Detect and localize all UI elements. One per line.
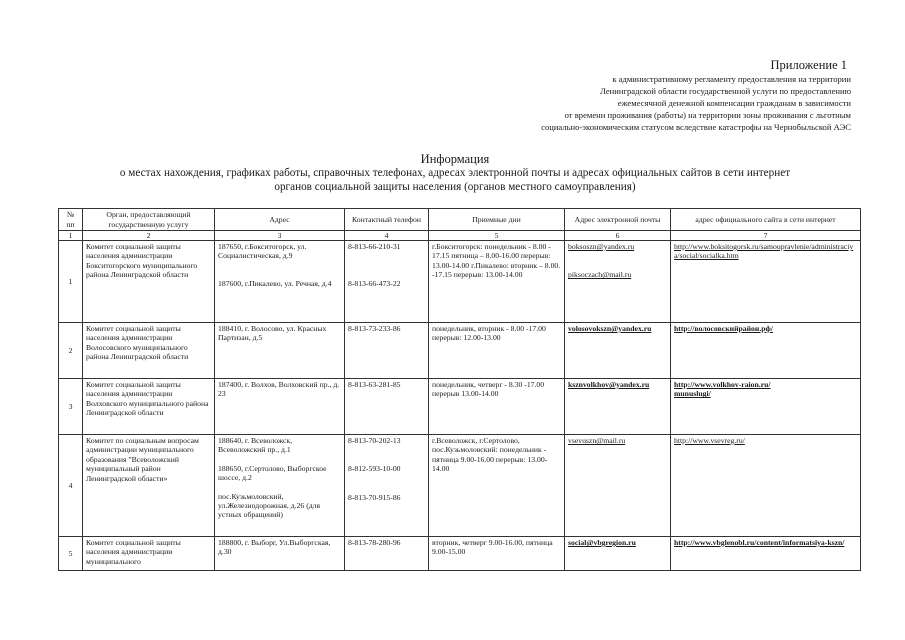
info-title: Информация bbox=[420, 152, 490, 166]
col-number: 5 bbox=[429, 231, 565, 241]
organs-table bbox=[58, 208, 861, 571]
header-address: Адрес bbox=[215, 209, 345, 231]
phone-cell bbox=[345, 435, 429, 537]
organ-name: Комитет социальной защиты населения администрации муниципального bbox=[83, 537, 215, 571]
header-email: Адрес электронной почты bbox=[565, 209, 671, 231]
appendix-line: социально-экономическим статусом вследствие катастрофы на Чернобыльской АЭС bbox=[541, 122, 851, 132]
email-link[interactable]: social@vbgregion.ru bbox=[568, 538, 636, 547]
organ-name: Комитет социальной защиты населения администрации Волховского муниципального района Ленинградской области bbox=[83, 379, 215, 435]
email-cell bbox=[565, 379, 671, 435]
reception-days: понедельник, четверг - 8.30 -17.00 перерыв 13.00-14.00 bbox=[429, 379, 565, 435]
phone: 8-812-593-10-00 bbox=[348, 464, 401, 474]
organ-name: Комитет социальной защиты населения администрации Бокситогорского муниципального района Ленинградской области bbox=[83, 241, 215, 323]
email-cell bbox=[565, 537, 671, 571]
table-row bbox=[59, 323, 861, 379]
site-link[interactable]: http://www.volkhov-raion.ru/munuslugi/ bbox=[674, 380, 771, 399]
header-num: № пп bbox=[59, 209, 83, 231]
appendix-line: к административному регламенту предоставления на территории bbox=[612, 74, 851, 84]
info-heading bbox=[40, 152, 870, 194]
phone-cell bbox=[345, 241, 429, 323]
address: 187600, г.Пикалево, ул. Речная, д.4 bbox=[218, 278, 332, 288]
email-link[interactable]: volosovokszn@yandex.ru bbox=[568, 324, 652, 333]
site-cell bbox=[671, 435, 861, 537]
site-cell bbox=[671, 241, 861, 323]
phone: 8-813-66-210-31 bbox=[348, 242, 401, 251]
address-cell bbox=[215, 435, 345, 537]
row-number: 2 bbox=[59, 323, 83, 379]
table-row bbox=[59, 435, 861, 537]
phone: 8-813-70-915-86 bbox=[348, 492, 401, 502]
table-row bbox=[59, 241, 861, 323]
address: 188800, г. Выборг, Ул.Выборгская, д.30 bbox=[215, 537, 345, 571]
site-link[interactable]: http://www.vsevreg.ru/ bbox=[674, 436, 745, 445]
email-link[interactable]: boksoszn@yandex.ru bbox=[568, 242, 635, 251]
appendix-title: Приложение 1 bbox=[770, 58, 847, 72]
table-row bbox=[59, 379, 861, 435]
row-number: 4 bbox=[59, 435, 83, 537]
col-number: 3 bbox=[215, 231, 345, 241]
header-site: адрес официального сайта в сети интернет bbox=[671, 209, 861, 231]
info-subtitle-line1: о местах нахождения, графиках работы, справочных телефонах, адресах электронной почты и адресах официальных сайтов в сети интернет bbox=[119, 167, 791, 179]
col-number: 7 bbox=[671, 231, 861, 241]
email-cell bbox=[565, 241, 671, 323]
reception-days: понедельник, вторник - 8.00 -17.00 перерыв: 12.00-13.00 bbox=[429, 323, 565, 379]
reception-days: г.Бокситогорск: понедельник - 8.00 - 17.15 пятница – 8.00-16.00 перерыв: 13.00-14.00 г.Пикалево: вторник – 8.00. -17.15 перерыв: 13.00-14.00 bbox=[429, 241, 565, 323]
email-link[interactable]: piksoczach@mail.ru bbox=[568, 270, 632, 280]
col-number: 1 bbox=[59, 231, 83, 241]
address: 188410, г. Волосово, ул. Красных Партизан, д.5 bbox=[215, 323, 345, 379]
phone: 8-813-63-281-85 bbox=[345, 379, 429, 435]
site-cell bbox=[671, 379, 861, 435]
email-cell bbox=[565, 435, 671, 537]
organ-name: Комитет социальной защиты населения администрации Волосовского муниципального района Ленинградской области bbox=[83, 323, 215, 379]
email-cell bbox=[565, 323, 671, 379]
email-link[interactable]: vsevuszn@mail.ru bbox=[568, 436, 626, 445]
address: пос.Кузьмоловский, ул.Железнодорожная, д.26 (для устных обращений) bbox=[218, 491, 321, 520]
site-link[interactable]: http://www.vbglenobl.ru/content/informatsiya-kszn/ bbox=[674, 538, 845, 547]
phone: 8-813-66-473-22 bbox=[348, 279, 401, 289]
phone: 8-813-73-233-86 bbox=[345, 323, 429, 379]
address: 187400, г. Волхов, Волховский пр., д. 23 bbox=[215, 379, 345, 435]
appendix-line: Ленинградской области государственной услуги по предоставлению bbox=[600, 86, 851, 96]
header-days: Приемные дни bbox=[429, 209, 565, 231]
email-link[interactable]: ksznvolkhov@yandex.ru bbox=[568, 380, 650, 389]
info-subtitle-line2: органов социальной защиты населения (органов местного самоуправления) bbox=[274, 181, 636, 193]
address: 188650, г.Сертолово, Выборгское шоссе, д.2 bbox=[218, 463, 327, 483]
header-phone: Контактный телефон bbox=[345, 209, 429, 231]
col-number: 4 bbox=[345, 231, 429, 241]
site-cell bbox=[671, 537, 861, 571]
appendix-line: ежемесячной денежной компенсации гражданам в зависимости bbox=[617, 98, 851, 108]
address-cell bbox=[215, 241, 345, 323]
col-number: 2 bbox=[83, 231, 215, 241]
col-number: 6 bbox=[565, 231, 671, 241]
reception-days: вторник, четверг 9.00-16.00, пятница 9.00-15.00 bbox=[429, 537, 565, 571]
phone: 8-813-78-280-96 bbox=[345, 537, 429, 571]
site-cell bbox=[671, 323, 861, 379]
header-organ: Орган, предоставляющий государственную услугу bbox=[83, 209, 215, 231]
reception-days: г.Всеволожск, г.Сертолово, пос.Кузьмоловский: понедельник - пятница 9.00-16.00 перерыв: 13.00-14.00 bbox=[429, 435, 565, 537]
organ-name: Комитет по социальным вопросам администрации муниципального образования "Всеволожский муниципальный район Ленинградской области» bbox=[83, 435, 215, 537]
appendix-line: от времени проживания (работы) на территории зоны проживания с льготным bbox=[564, 110, 851, 120]
phone: 8-813-70-202-13 bbox=[348, 436, 401, 445]
row-number: 3 bbox=[59, 379, 83, 435]
address: 187650, г.Бокситогорск, ул. Социалистическая, д.9 bbox=[218, 242, 307, 261]
site-link[interactable]: http://www.boksitogorsk.ru/samoupravlenie/administraciya/social/socialka.htm bbox=[674, 242, 854, 261]
row-number: 1 bbox=[59, 241, 83, 323]
site-link[interactable]: http://волосовскийрайон.рф/ bbox=[674, 324, 773, 333]
table-row bbox=[59, 537, 861, 571]
row-number: 5 bbox=[59, 537, 83, 571]
address: 188640, г. Всеволожск, Всеволожский пр., д.1 bbox=[218, 436, 293, 455]
